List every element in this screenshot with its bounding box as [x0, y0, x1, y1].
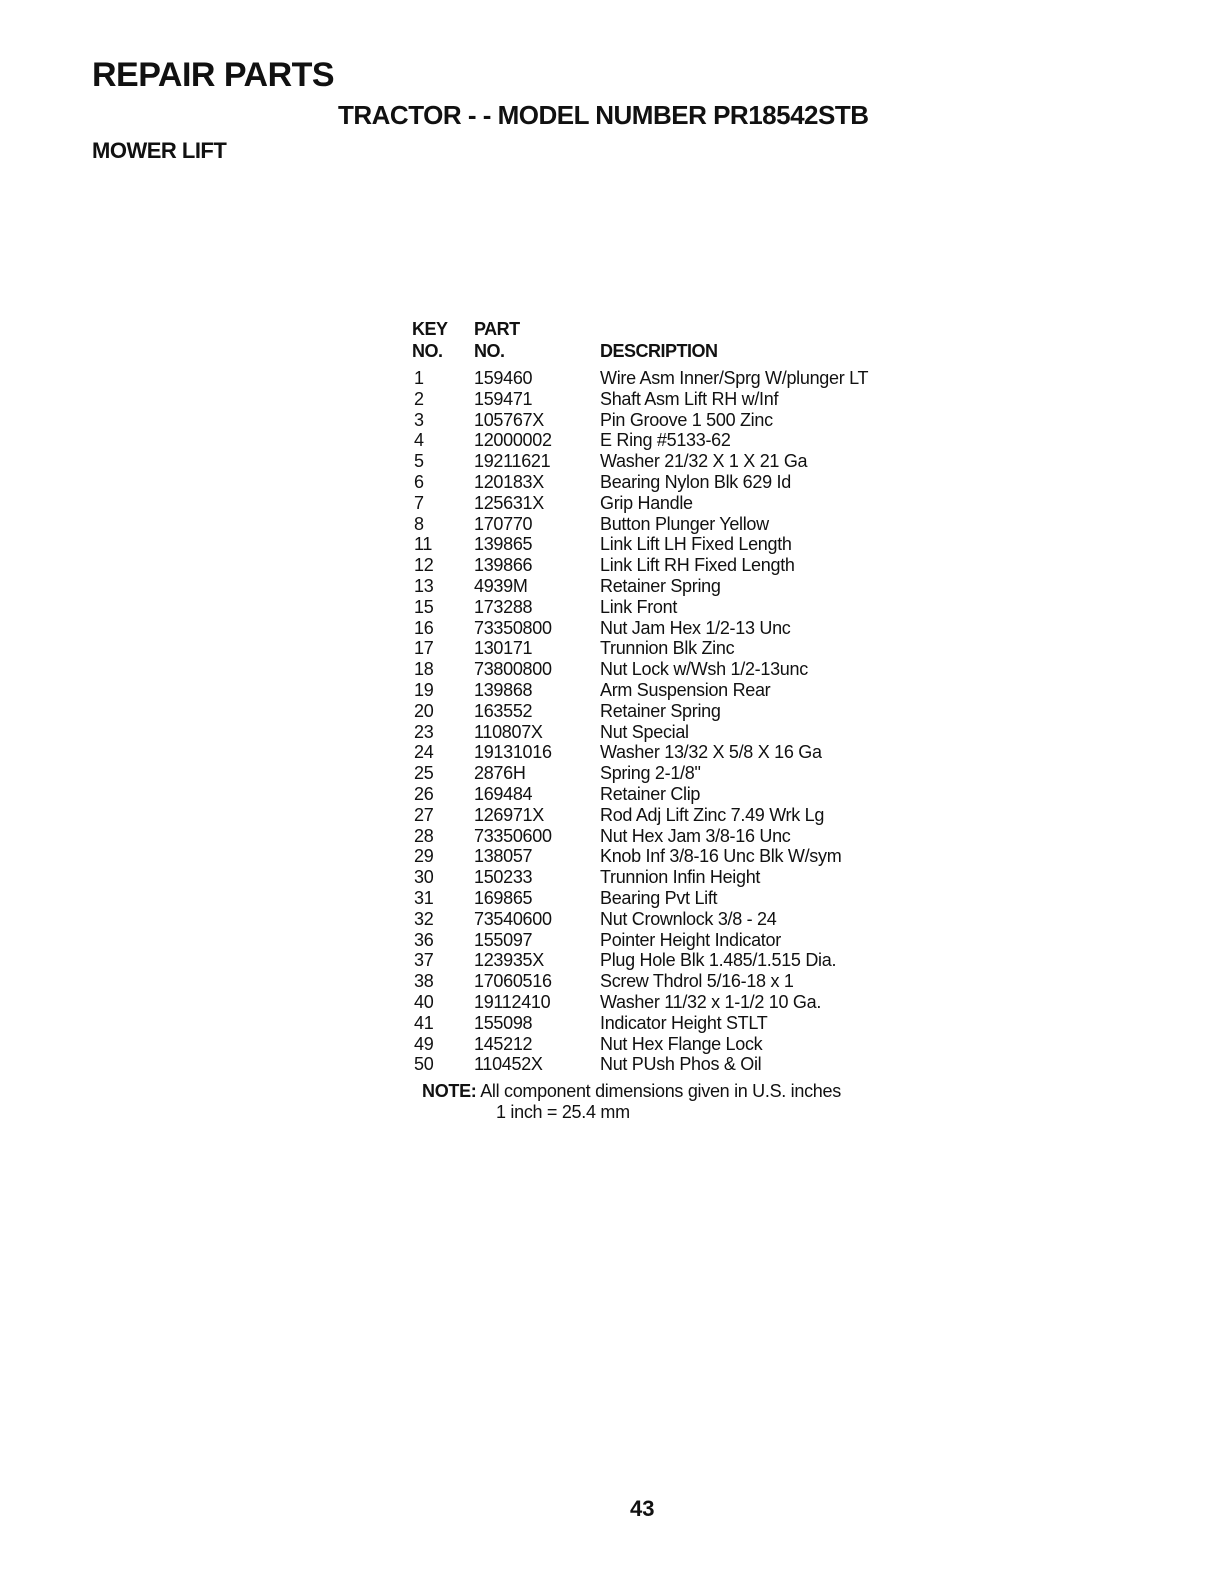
part-number-cell: 155097 [474, 929, 533, 950]
part-number-cell: 110452X [474, 1054, 543, 1075]
part-number-cell: 169865 [474, 887, 533, 908]
part-number-cell: 120183X [474, 471, 544, 492]
part-number-cell: 73350600 [474, 825, 552, 846]
description-cell: Screw Thdrol 5/16-18 x 1 [600, 971, 794, 992]
key-cell: 4 [414, 430, 424, 451]
description-cell: Retainer Clip [600, 783, 701, 804]
part-number-cell: 150233 [474, 867, 533, 888]
part-number-cell: 12000002 [474, 430, 552, 451]
description-cell: Indicator Height STLT [600, 1012, 768, 1033]
part-number-cell: 110807X [474, 721, 543, 742]
description-cell: Rod Adj Lift Zinc 7.49 Wrk Lg [600, 804, 825, 825]
note [422, 1081, 841, 1122]
note-label: NOTE: [422, 1081, 477, 1101]
key-cell: 11 [414, 534, 433, 555]
description-cell: Spring 2-1/8" [600, 763, 701, 784]
part-number-cell: 19131016 [474, 742, 552, 763]
key-header-line2: NO. [412, 341, 443, 361]
description-cell: Arm Suspension Rear [600, 679, 771, 700]
key-cell: 37 [414, 950, 434, 971]
key-cell: 26 [414, 783, 434, 804]
key-header-line1: KEY [412, 319, 448, 339]
description-cell: Link Front [600, 596, 678, 617]
part-header-line2: NO. [474, 341, 505, 361]
part-number-cell: 126971X [474, 804, 544, 825]
description-cell: E Ring #5133-62 [600, 430, 731, 451]
part-number-cell: 17060516 [474, 971, 552, 992]
note-line1: All component dimensions given in U.S. inches [480, 1081, 841, 1101]
description-cell: Bearing Pvt Lift [600, 887, 718, 908]
description-cell: Link Lift RH Fixed Length [600, 555, 795, 576]
description-cell: Retainer Spring [600, 575, 721, 596]
part-number-cell: 169484 [474, 783, 533, 804]
key-cell: 49 [414, 1033, 434, 1054]
key-cell: 27 [414, 804, 434, 825]
key-cell: 20 [414, 700, 434, 721]
description-cell: Pin Groove 1 500 Zinc [600, 409, 773, 430]
part-number-cell: 105767X [474, 409, 544, 430]
description-cell: Plug Hole Blk 1.485/1.515 Dia. [600, 950, 837, 971]
part-number-cell: 19211621 [474, 451, 551, 472]
description-cell: Nut Hex Flange Lock [600, 1033, 763, 1054]
note-line2: 1 inch = 25.4 mm [496, 1102, 630, 1122]
description-cell: Nut Hex Jam 3/8-16 Unc [600, 825, 791, 846]
section-title: MOWER LIFT [92, 138, 227, 163]
key-cell: 50 [414, 1054, 434, 1075]
model-title: TRACTOR - - MODEL NUMBER PR18542STB [338, 100, 869, 130]
description-cell: Washer 21/32 X 1 X 21 Ga [600, 451, 808, 472]
part-header-line1: PART [474, 319, 520, 339]
description-cell: Shaft Asm Lift RH w/Inf [600, 388, 779, 409]
description-cell: Link Lift LH Fixed Length [600, 534, 792, 555]
key-cell: 1 [414, 368, 424, 388]
part-number-cell: 4939M [474, 575, 528, 596]
key-cell: 15 [414, 596, 434, 617]
part-number-cell: 2876H [474, 763, 526, 784]
description-cell: Washer 11/32 x 1-1/2 10 Ga. [600, 991, 822, 1012]
description-cell: Bearing Nylon Blk 629 Id [600, 471, 791, 492]
part-number-cell: 159460 [474, 368, 533, 388]
description-cell: Trunnion Blk Zinc [600, 638, 735, 659]
page-title: REPAIR PARTS [92, 56, 335, 94]
key-cell: 16 [414, 617, 434, 638]
description-cell: Pointer Height Indicator [600, 929, 781, 950]
key-cell: 36 [414, 929, 434, 950]
key-cell: 5 [414, 451, 424, 472]
part-number-cell: 138057 [474, 846, 533, 867]
description-cell: Retainer Spring [600, 700, 721, 721]
key-cell: 13 [414, 575, 434, 596]
description-cell: Wire Asm Inner/Sprg W/plunger LT [600, 368, 869, 388]
part-number-cell: 73800800 [474, 659, 552, 680]
description-cell: Trunnion Infin Height [600, 867, 761, 888]
part-number-cell: 139866 [474, 555, 533, 576]
description-cell: Knob Inf 3/8-16 Unc Blk W/sym [600, 846, 842, 867]
key-cell: 32 [414, 908, 434, 929]
part-number-cell: 73350800 [474, 617, 552, 638]
key-cell: 12 [414, 555, 434, 576]
part-number-cell: 130171 [474, 638, 533, 659]
key-cell: 28 [414, 825, 434, 846]
key-cell: 6 [414, 471, 424, 492]
key-cell: 19 [414, 679, 434, 700]
key-cell: 41 [414, 1012, 434, 1033]
page-number: 43 [630, 1496, 655, 1521]
key-cell: 40 [414, 991, 434, 1012]
key-cell: 23 [414, 721, 434, 742]
key-cell: 2 [414, 388, 424, 409]
key-cell: 30 [414, 867, 434, 888]
part-number-cell: 155098 [474, 1012, 533, 1033]
key-cell: 31 [414, 887, 434, 908]
description-cell: Nut Lock w/Wsh 1/2-13unc [600, 659, 808, 680]
part-number-cell: 163552 [474, 700, 533, 721]
key-cell: 38 [414, 971, 434, 992]
part-number-cell: 125631X [474, 492, 544, 513]
part-number-cell: 139865 [474, 534, 533, 555]
description-header: DESCRIPTION [600, 341, 718, 361]
description-cell: Nut Special [600, 721, 689, 742]
part-number-cell: 145212 [474, 1033, 533, 1054]
key-cell: 3 [414, 409, 424, 430]
part-number-cell: 139868 [474, 679, 533, 700]
key-cell: 24 [414, 742, 434, 763]
key-cell: 18 [414, 659, 434, 680]
description-cell: Washer 13/32 X 5/8 X 16 Ga [600, 742, 822, 763]
part-number-cell: 173288 [474, 596, 533, 617]
description-cell: Nut PUsh Phos & Oil [600, 1054, 762, 1075]
description-cell: Button Plunger Yellow [600, 513, 769, 534]
key-cell: 8 [414, 513, 424, 534]
key-cell: 29 [414, 846, 434, 867]
description-cell: Grip Handle [600, 492, 693, 513]
part-number-cell: 73540600 [474, 908, 552, 929]
description-cell: Nut Crownlock 3/8 - 24 [600, 908, 777, 929]
key-cell: 25 [414, 763, 434, 784]
part-number-cell: 19112410 [474, 991, 551, 1012]
key-cell: 7 [414, 492, 424, 513]
key-cell: 17 [414, 638, 434, 659]
part-number-cell: 123935X [474, 950, 544, 971]
description-cell: Nut Jam Hex 1/2-13 Unc [600, 617, 791, 638]
part-number-cell: 159471 [474, 388, 533, 409]
part-number-cell: 170770 [474, 513, 533, 534]
